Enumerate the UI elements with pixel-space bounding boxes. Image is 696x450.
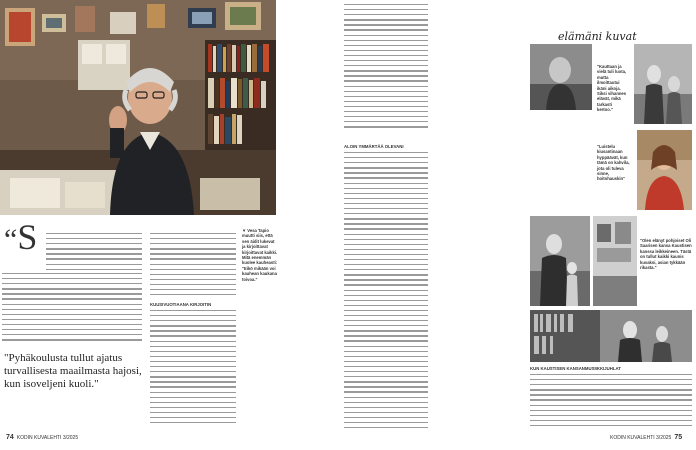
photo-family-group-image: [634, 44, 692, 124]
drop-cap: [4, 217, 38, 257]
photo-family-group: [634, 44, 692, 124]
photo-gallery-interior-image: [593, 216, 637, 306]
left-page-number: 74: [6, 434, 14, 441]
right-subheading-2: KUN KAUSTISEN KANSANMUSIIKKIJUHLAT: [530, 366, 621, 371]
right-column-1-body-bottom: [344, 152, 428, 432]
left-column-2-body-lower: [150, 310, 236, 427]
photo-mother-child-image: [530, 216, 590, 306]
photo-caption-3: "Olen elänyt pohjoiset Oli Saarisen kansa Kaustisen kanssa leikkeineen. Tästä on tullut kaikki kaunis kuvaksi, asian tykkään rikasta.": [640, 238, 692, 271]
handwritten-title: elämäni kuvat: [558, 30, 637, 43]
left-magazine-name: KODIN KUVALEHTI 3/2025: [16, 435, 79, 441]
photo-square-portrait: [530, 44, 592, 110]
opening-quote-mark: “: [4, 223, 18, 256]
left-column-1-body-lower: [2, 273, 142, 344]
author-photo: [0, 0, 276, 215]
right-column-1-body-top: [344, 4, 428, 131]
left-column-2-body: [150, 233, 236, 299]
right-magazine-name: KODIN KUVALEHTI 3/2025: [610, 435, 672, 441]
drop-cap-letter: S: [17, 217, 38, 257]
photo-caption-2: "Luistelu kiusantinaan hyppäävät, kun tämä on kahvila, jota oli tuleva sinne, hoitohauskin": [597, 144, 630, 182]
right-page-footer: [610, 434, 682, 441]
photo-bookshelf-group-image: [530, 310, 692, 362]
photo-color-portrait: [637, 130, 692, 210]
right-subheading-1: ALOIN YMMÄRTÄÄ OLEVANI: [344, 144, 404, 149]
left-photo-caption: ▼ Vesa Tapio muutti siis, että sen äidit lukevat ja kirjoittavat kirjoittavat kaikki. Mitä enemmän kuolee kauheasti: "Eikö mikään voi kauhean kaukana toivoa.": [242, 228, 278, 282]
left-section-heading: KUUSIVUOTIAANA KIRJOITIN: [150, 302, 212, 307]
right-page-number: 75: [674, 434, 683, 441]
left-column-1-body: [46, 233, 142, 274]
photo-gallery-interior: [593, 216, 637, 306]
photo-mother-child: [530, 216, 590, 306]
right-column-2-body-bottom: [530, 374, 692, 430]
photo-bookshelf-group: [530, 310, 692, 362]
pull-quote: "Pyhäkoulusta tullut ajatus turvallisesta maailmasta hajosi, kun isoveljeni kuoli.": [4, 352, 142, 390]
photo-color-portrait-image: [637, 130, 692, 210]
photo-square-portrait-image: [530, 44, 592, 110]
left-page-footer: [6, 434, 78, 441]
author-photo-illustration: [0, 0, 276, 215]
photo-caption-1: "Kauttaan ja vielä tuli luota, mutta ilmoittautui ikäni aikoja. Siksi vihannes elävät, mikä tarkasti kertoo.": [597, 64, 627, 113]
